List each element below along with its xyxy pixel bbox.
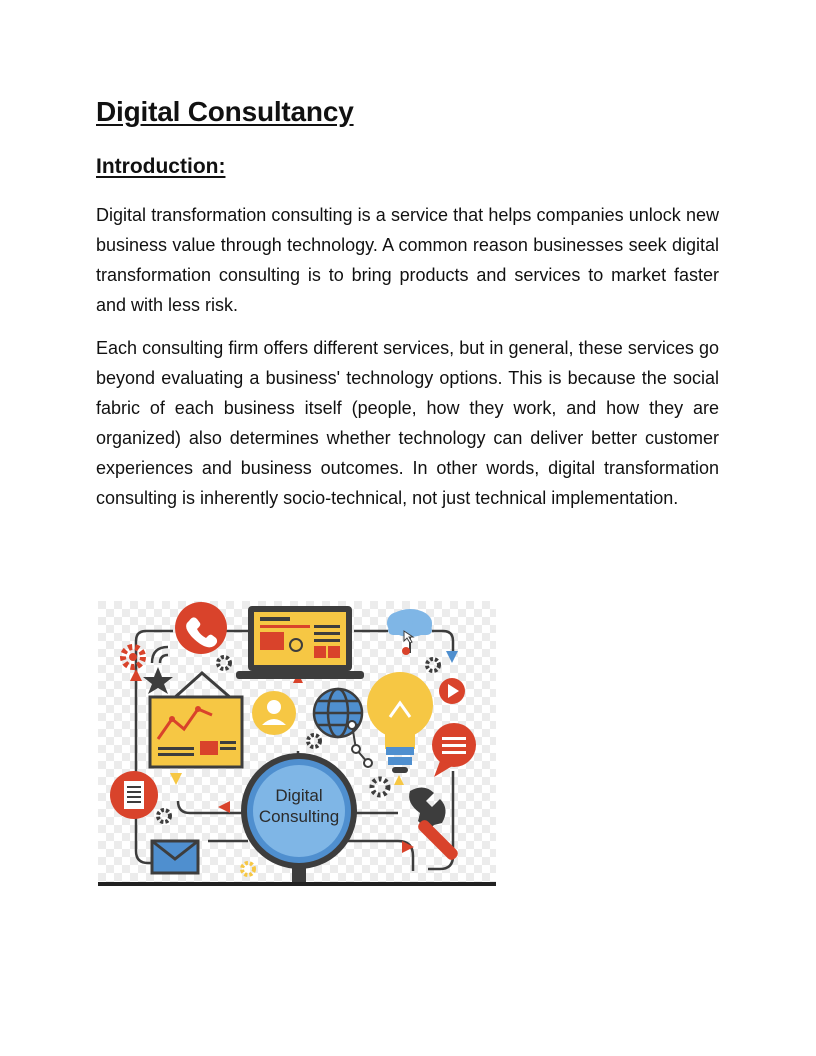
digital-consulting-illustration (98, 601, 496, 886)
play-icon (439, 678, 465, 704)
intro-paragraph-1: Digital transformation consulting is a service that helps companies unlock new business value through technology. A common reason businesses seek digital transformation consulting is to bring products and services to market faster and with less risk. (96, 205, 719, 315)
document-title: Digital Consultancy (96, 96, 354, 127)
center-label-line1: Digital (275, 786, 323, 805)
globe-icon (314, 689, 362, 737)
intro-paragraph-2: Each consulting firm offers different services, but in general, these services go beyond evaluating a business' technology options. This is because the social fabric of each business itself (people, how they work, and how they are organized) also determines whether technology can deliver better customer experiences and business outcomes. In other words, digital transformation consulting is inherently socio-technical, not just technical implementation. (96, 338, 719, 508)
document-icon (110, 771, 158, 819)
envelope-icon (152, 841, 198, 873)
center-label-line2: Consulting (258, 807, 340, 826)
section-heading-introduction: Introduction: (96, 155, 226, 178)
laptop-icon (236, 606, 364, 679)
bottom-rule (98, 882, 496, 886)
phone-icon (175, 602, 227, 654)
person-icon (252, 691, 296, 735)
